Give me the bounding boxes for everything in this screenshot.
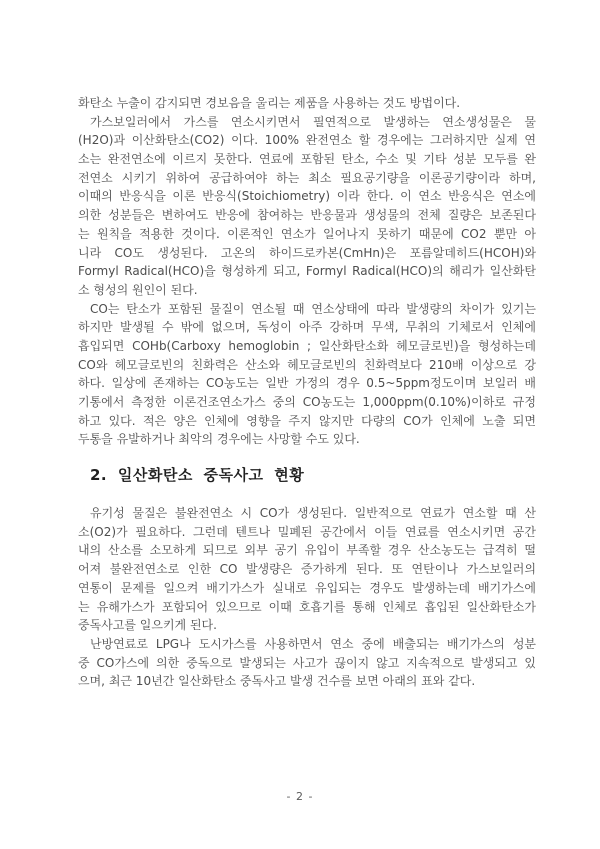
paragraph-incomplete-combustion xyxy=(78,504,536,635)
text-line: 이때의 반응식을 이론 반응식(Stoichiometry) 이라 한다. 이 연소 반응식은 연소에 xyxy=(78,189,536,204)
text-line: 내의 산소를 소모하게 되므로 외부 공기 유입이 부족할 경우 산소농도는 급격히 떨 xyxy=(78,543,536,558)
text-line: 는 원칙을 적용한 것이다. 이론적인 연소가 일어나지 못하기 때문에 CO2 뿐만 아 xyxy=(78,226,536,241)
text-line: 소 형성의 원인이 된다. xyxy=(78,282,198,297)
text-line: 유기성 물질은 불완전연소 시 CO가 생성된다. 일반적으로 연료가 연소할 때 산 xyxy=(90,506,536,521)
page-number: - 2 - xyxy=(286,790,314,803)
text-line: 중독사고를 일으키게 된다. xyxy=(78,618,217,633)
text-line: 니라 CO도 생성된다. 고온의 하이드로카본(CmHn)은 포름알데히드(HCOH)와 xyxy=(78,245,536,260)
text-line: 하고 있다. 적은 양은 인체에 영향을 주지 않지만 다량의 CO가 인체에 노출 되면 xyxy=(78,413,536,428)
text-line: 의한 성분들은 변하여도 반응에 참여하는 반응물과 생성물의 전체 질량은 보존된다 xyxy=(78,208,536,223)
text-line: 전연소 시키기 위하여 공급하여야 하는 최소 필요공기량을 이론공기량이라 하며, xyxy=(78,170,536,185)
text-line: (H2O)과 이산화탄소(CO2) 이다. 100% 완전연소 할 경우에는 그러하지만 실제 연 xyxy=(78,133,536,148)
document-body xyxy=(78,94,536,691)
text-line: 흡입되면 COHb(Carboxy hemoglobin ; 일산화탄소화 헤모글로빈)을 형성하는데 xyxy=(78,338,536,353)
text-line: 가스보일러에서 가스를 연소시키면서 필연적으로 발생하는 연소생성물은 물 xyxy=(90,114,536,129)
text-line: 하지만 발생될 수 밖에 없으며, 독성이 아주 강하며 무색, 무취의 기체로서 인체에 xyxy=(78,320,536,335)
text-line: Formyl Radical(HCO)을 형성하게 되고, Formyl Radical(HCO)의 해리가 일산화탄 xyxy=(78,264,536,279)
text-line: 으며, 최근 10년간 일산화탄소 중독사고 발생 건수를 보면 아래의 표와 같다. xyxy=(78,674,476,689)
paragraph-combustion-products xyxy=(78,113,536,300)
text-line: CO와 헤모글로빈의 친화력은 산소와 헤모글로빈의 친화력보다 210배 이상으로 강 xyxy=(78,357,536,372)
paragraph-continuation-alarm xyxy=(78,94,536,113)
text-line: 중 CO가스에 의한 중독으로 발생되는 사고가 끊이지 않고 지속적으로 발생되고 있 xyxy=(78,655,536,670)
paragraph-heating-fuel-accidents xyxy=(78,635,536,691)
text-line: 연통이 문제를 일으켜 배기가스가 실내로 유입되는 경우도 발생하는데 배기가스에 xyxy=(78,580,536,595)
text-line: 화탄소 누출이 감지되면 경보음을 울리는 제품을 사용하는 것도 방법이다. xyxy=(78,96,461,110)
text-line: 어져 불완전연소로 인한 CO 발생량은 증가하게 된다. 또 연탄이나 가스보일러의 xyxy=(78,562,536,577)
text-line: 두통을 유발하거나 최악의 경우에는 사망할 수도 있다. xyxy=(78,432,360,447)
text-line: 하다. 일상에 존재하는 CO농도는 일반 가정의 경우 0.5~5ppm정도이며 보일러 배 xyxy=(78,376,536,391)
text-line: 소(O2)가 필요하다. 그런데 텐트나 밀폐된 공간에서 이들 연료를 연소시키면 공간 xyxy=(78,524,536,539)
text-line: CO는 탄소가 포함된 물질이 연소될 때 연소상태에 따라 발생량의 차이가 있기는 xyxy=(90,301,536,316)
text-line: 난방연료로 LPG나 도시가스를 사용하면서 연소 중에 배출되는 배기가스의 성분 xyxy=(90,636,536,651)
text-line: 소는 완전연소에 이르지 못한다. 연료에 포함된 탄소, 수소 및 기타 성분 모두를 완 xyxy=(78,152,536,167)
text-line: 는 유해가스가 포함되어 있으므로 이때 호흡기를 통해 인체로 흡입된 일산화탄소가 xyxy=(78,599,536,614)
text-line: 기통에서 측정한 이론건조연소가스 중의 CO농도는 1,000ppm(0.10%)이하로 규정 xyxy=(78,395,536,409)
section-heading-co-poisoning-status: 2. 일산화탄소 중독사고 현황 xyxy=(90,466,305,485)
paragraph-co-toxicity xyxy=(78,300,536,450)
